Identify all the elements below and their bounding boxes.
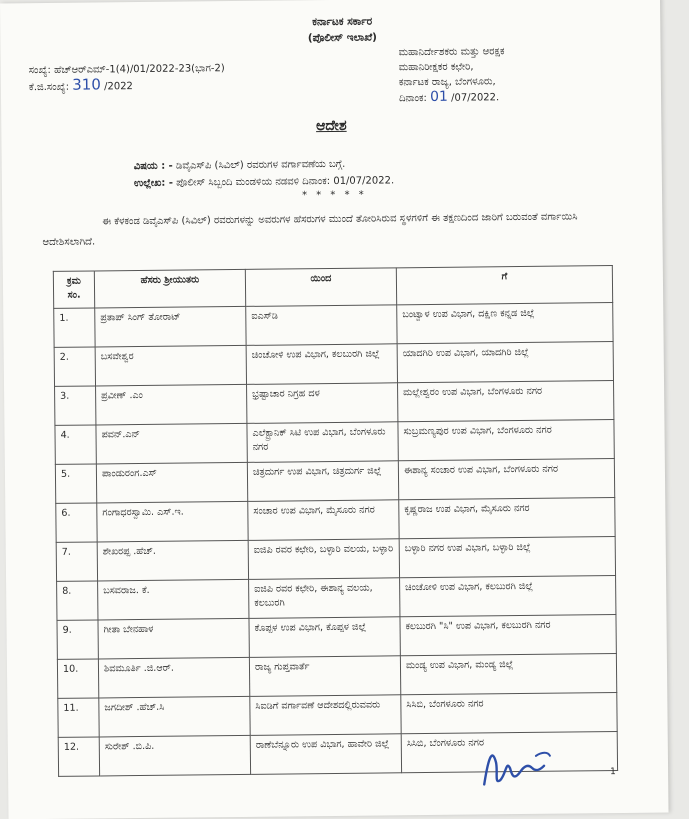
office-line-3: ಕರ್ನಾಟಕ ರಾಜ್ಯ, ಬೆಂಗಳೂರು, [398, 76, 496, 89]
government-header [262, 13, 422, 47]
serial-cell: 12. [58, 737, 99, 776]
date-label: ದಿನಾಂಕ: [398, 92, 427, 105]
to-cell: ಮಲ್ಲೇಶ್ವರಂ ಉಪ ವಿಭಾಗ, ಬೆಂಗಳೂರು ನಗರ [398, 381, 614, 422]
name-cell: ಬಸವೇಶ್ವರ [95, 345, 246, 386]
to-cell: ಚಿಂಚೋಳಿ ಉಪ ವಿಭಾಗ, ಕಲಬುರಗಿ ಜಿಲ್ಲೆ [400, 576, 616, 617]
table-header-row [53, 266, 612, 309]
date-day-handwritten: 01 [429, 88, 448, 105]
issuing-office [398, 43, 629, 106]
table-row [55, 420, 614, 465]
table-row [57, 654, 616, 699]
serial-cell: 5. [55, 464, 96, 503]
from-cell: ಸಂಚಾರ ಉಪ ವಿಭಾಗ, ಮೈಸೂರು ನಗರ [248, 500, 399, 541]
serial-cell: 8. [57, 581, 98, 620]
name-cell: ಪ್ರತಾಪ್ ಸಿಂಗ್ ತೋರಾಟ್ [95, 306, 246, 347]
table-row [55, 459, 614, 504]
to-cell: ಕೃಷ್ಣರಾಜ ಉಪ ವಿಭಾಗ, ಮೈಸೂರು ನಗರ [399, 498, 615, 539]
to-cell: ಸಿಸಿಬಿ, ಬೆಂಗಳೂರು ನಗರ [401, 693, 617, 734]
handwritten-signature-icon [478, 740, 559, 791]
kp-number-label: ಕೆ.ಜಿ.ಸಂಖ್ಯೆ: [28, 81, 70, 94]
office-line-2: ಮಹಾನಿರೀಕ್ಷಕರ ಕಛೇರಿ, [398, 61, 474, 74]
serial-cell: 3. [55, 386, 96, 425]
subject-text: ಡಿವೈಎಸ್‌ಪಿ (ಸಿವಿಲ್) ರವರುಗಳ ವರ್ಗಾವಣೆಯ ಬಗ್ಗೆ. [175, 158, 346, 172]
to-cell: ಸಿಸಿಬಿ, ಬೆಂಗಳೂರು ನಗರ [401, 732, 617, 773]
subject-label: ವಿಷಯ : - [133, 160, 173, 173]
from-cell: ಎಲೆಕ್ಟ್ರಾನಿಕ್ ಸಿಟಿ ಉಪ ವಿಭಾಗ, ಬೆಂಗಳೂರು ನಗರ [247, 422, 398, 463]
from-cell: ಐಎಸ್‌ಡಿ [246, 305, 397, 346]
table-row [54, 342, 613, 387]
to-cell: ಮಂಡ್ಯ ಉಪ ವಿಭಾಗ, ಮಂಡ್ಯ ಜಿಲ್ಲೆ [400, 654, 616, 695]
from-cell: ಐಜಿಪಿ ರವರ ಕಛೇರಿ, ಈಶಾನ್ಯ ವಲಯ, ಕಲಬುರಗಿ [249, 578, 400, 619]
header-name: ಹೆಸರು ಶ್ರೀಯುತರು [94, 269, 245, 308]
to-cell: ಬಳ್ಳಾರಿ ನಗರ ಉಪ ವಿಭಾಗ, ಬಳ್ಳಾರಿ ಜಿಲ್ಲೆ [399, 537, 615, 578]
order-number-label: ಸಂಖ್ಯೆ: [28, 64, 51, 77]
header-to: ಗೆ [396, 266, 612, 305]
serial-cell: 10. [57, 659, 98, 698]
name-cell: ಪಾಂಡುರಂಗ.ಎಸ್ [96, 462, 247, 503]
page-number: 1 [610, 767, 616, 778]
transfer-table [53, 265, 618, 777]
serial-cell: 2. [54, 347, 95, 386]
table-row [56, 498, 615, 543]
office-line-1: ಮಹಾನಿರ್ದೇಶಕರು ಮತ್ತು ಆರಕ್ಷಕ [398, 46, 505, 59]
order-number: ಹೆಚ್‌ಆರ್‌ಎಮ್-1(4)/01/2022-23(ಭಾಗ-2) [54, 63, 225, 76]
kp-year: /2022 [104, 81, 133, 93]
issue-date [399, 88, 629, 106]
name-cell: ಶಿವಮೂರ್ತಿ .ಜಿ.ಆರ್. [98, 657, 249, 698]
to-cell: ಕಲಬುರಗಿ "ಸಿ" ಉಪ ವಿಭಾಗ, ಕಲಬುರಗಿ ನಗರ [400, 615, 616, 656]
to-cell: ಯಾದಗಿರಿ ಉಪ ವಿಭಾಗ, ಯಾದಗಿರಿ ಜಿಲ್ಲೆ [397, 342, 613, 383]
serial-cell: 6. [56, 503, 97, 542]
table-row [58, 693, 617, 738]
order-title: ಆದೇಶ [315, 117, 347, 135]
serial-cell: 1. [54, 308, 95, 347]
from-cell: ಐಜಿಪಿ ರವರ ಕಛೇರಿ, ಬಳ್ಳಾರಿ ವಲಯ, ಬಳ್ಳಾರಿ [248, 539, 399, 580]
serial-cell: 11. [58, 698, 99, 737]
name-cell: ಗೀತಾ ಬೇನಹಾಳ [98, 618, 249, 659]
reference-text: ಪೊಲೀಸ್ ಸಿಬ್ಬಂದಿ ಮಂಡಳಿಯ ನಡವಳಿ ದಿನಾಂಕ: 01/07/2022. [176, 175, 395, 189]
order-body-text: ಈ ಕೆಳಕಂಡ ಡಿವೈಎಸ್‌ಪಿ (ಸಿವಿಲ್) ರವರುಗಳನ್ನು ಅವರುಗಳ ಹೆಸರುಗಳ ಮುಂದೆ ತೋರಿಸಿರುವ ಸ್ಥಳಗಳಿಗೆ ಈ ತಕ್ಷಣದಿಂದ ಜಾರಿಗೆ ಬರುವಂತೆ ವರ್ಗಾಯಿಸಿ ಆದೇಶಿಸಲಾಗಿದೆ. [42, 211, 578, 249]
separator-stars: * * * * * [301, 189, 367, 202]
table-row [55, 381, 614, 426]
name-cell: ಸುರೇಶ್ .ಬಿ.ಪಿ. [99, 735, 250, 776]
to-cell: ಈಶಾನ್ಯ ಸಂಚಾರ ಉಪ ವಿಭಾಗ, ಬೆಂಗಳೂರು ನಗರ [398, 459, 614, 500]
name-cell: ಪವನ್.ಎನ್ [96, 423, 247, 464]
name-cell: ಗಂಗಾಧರಸ್ವಾಮಿ. ಎಸ್.ಇ. [97, 501, 248, 542]
reference-numbers [29, 60, 369, 96]
from-cell: ಸಿಐಡಿಗೆ ವರ್ಗಾವಣೆ ಆದೇಶದಲ್ಲಿರುವವರು [250, 695, 401, 736]
header-serial: ಕ್ರಮ ಸಂ. [53, 271, 94, 308]
name-cell: ಶೇಖರಪ್ಪ .ಹೆಚ್. [97, 540, 248, 581]
header-from: ಯಿಂದ [245, 268, 396, 307]
subject-block [134, 153, 594, 192]
table-row [57, 615, 616, 660]
to-cell: ಬಂಟ್ವಾಳ ಉಪ ವಿಭಾಗ, ದಕ್ಷಿಣ ಕನ್ನಡ ಜಿಲ್ಲೆ [397, 303, 613, 344]
from-cell: ಕೊಪ್ಪಳ ಉಪ ವಿಭಾಗ, ಕೊಪ್ಪಳ ಜಿಲ್ಲೆ [249, 617, 400, 658]
from-cell: ಭ್ರಷ್ಟಾಚಾರ ನಿಗ್ರಹ ದಳ [247, 383, 398, 424]
kp-number-handwritten: 310 [72, 75, 101, 94]
serial-cell: 7. [56, 542, 97, 581]
from-cell: ಚಿಂಚೋಳಿ ಉಪ ವಿಭಾಗ, ಕಲಬುರಗಿ ಜಿಲ್ಲೆ [246, 344, 397, 385]
government-name: ಕರ್ನಾಟಕ ಸರ್ಕಾರ [312, 15, 373, 29]
name-cell: ಬಸವರಾಜ. ಕೆ. [98, 579, 249, 620]
name-cell: ಪ್ರವೀಣ್ .ಎಂ [96, 384, 247, 425]
serial-cell: 4. [55, 425, 96, 464]
to-cell: ಸುಬ್ರಮಣ್ಯಪುರ ಉಪ ವಿಭಾಗ, ಬೆಂಗಳೂರು ನಗರ [398, 420, 614, 461]
table-row [54, 303, 613, 348]
department-name: (ಪೊಲೀಸ್ ಇಲಾಖೆ) [307, 31, 377, 45]
from-cell: ರಾಣೆಬೆನ್ನೂರು ಉಪ ವಿಭಾಗ, ಹಾವೇರಿ ಜಿಲ್ಲೆ [250, 734, 401, 775]
from-cell: ಚಿತ್ರದುರ್ಗ ಉಪ ವಿಭಾಗ, ಚಿತ್ರದುರ್ಗ ಜಿಲ್ಲೆ [247, 461, 398, 502]
reference-label: ಉಲ್ಲೇಖ: - [133, 177, 174, 190]
serial-cell: 9. [57, 620, 98, 659]
from-cell: ರಾಜ್ಯ ಗುಪ್ತವಾರ್ತೆ [249, 656, 400, 697]
name-cell: ಜಗದೀಶ್ .ಹೆಚ್.ಸಿ [99, 696, 250, 737]
table-row [57, 576, 616, 621]
kp-number-line [29, 75, 369, 96]
date-rest: /07/2022. [451, 92, 500, 104]
table-row [56, 537, 615, 582]
